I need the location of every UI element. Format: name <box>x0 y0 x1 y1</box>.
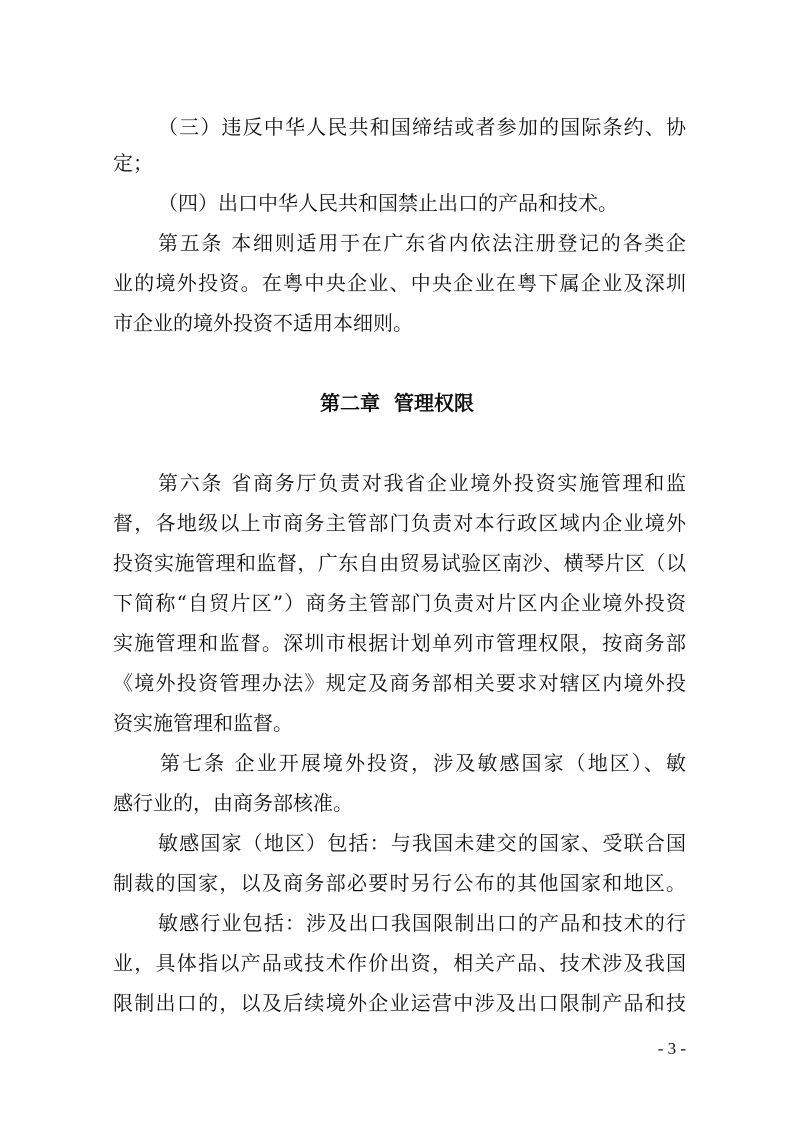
article-6-line: 第六条 省商务厅负责对我省企业境外投资实施管理和监 <box>158 471 686 495</box>
paragraph-line: 限制出口的，以及后续境外企业运营中涉及出口限制产品和技 <box>113 991 686 1015</box>
paragraph-line: 资实施管理和监督。 <box>113 711 293 735</box>
paragraph-line: 市企业的境外投资不适用本细则。 <box>113 311 413 335</box>
paragraph-line: 制裁的国家，以及商务部必要时另行公布的其他国家和地区。 <box>113 871 686 895</box>
paragraph-line: 定； <box>113 151 153 175</box>
paragraph-line: 感行业的，由商务部核准。 <box>113 791 353 815</box>
paragraph-line: 实施管理和监督。深圳市根据计划单列市管理权限，按商务部 <box>113 631 686 655</box>
chapter-heading: 第二章 管理权限 <box>320 391 474 415</box>
paragraph-line: 《境外投资管理办法》规定及商务部相关要求对辖区内境外投 <box>113 671 686 695</box>
paragraph-line: （四）出口中华人民共和国禁止出口的产品和技术。 <box>158 191 618 215</box>
paragraph-line: （三）违反中华人民共和国缔结或者参加的国际条约、协 <box>158 115 686 139</box>
paragraph-line: 投资实施管理和监督，广东自由贸易试验区南沙、横琴片区（以 <box>113 551 686 575</box>
article-5-line: 第五条 本细则适用于在广东省内依法注册登记的各类企 <box>158 231 686 255</box>
paragraph-line: 业的境外投资。在粤中央企业、中央企业在粤下属企业及深圳 <box>113 271 686 295</box>
paragraph-line: 敏感行业包括：涉及出口我国限制出口的产品和技术的行 <box>158 911 686 935</box>
paragraph-line: 业，具体指以产品或技术作价出资，相关产品、技术涉及我国 <box>113 951 686 975</box>
page-number: - 3 - <box>657 1039 686 1058</box>
article-7-line: 第七条 企业开展境外投资，涉及敏感国家（地区）、敏 <box>160 751 686 775</box>
paragraph-line: 敏感国家（地区）包括：与我国未建交的国家、受联合国 <box>158 831 686 855</box>
paragraph-line: 督，各地级以上市商务主管部门负责对本行政区域内企业境外 <box>113 511 686 535</box>
paragraph-line: 下简称“自贸片区”）商务主管部门负责对片区内企业境外投资 <box>113 591 686 615</box>
